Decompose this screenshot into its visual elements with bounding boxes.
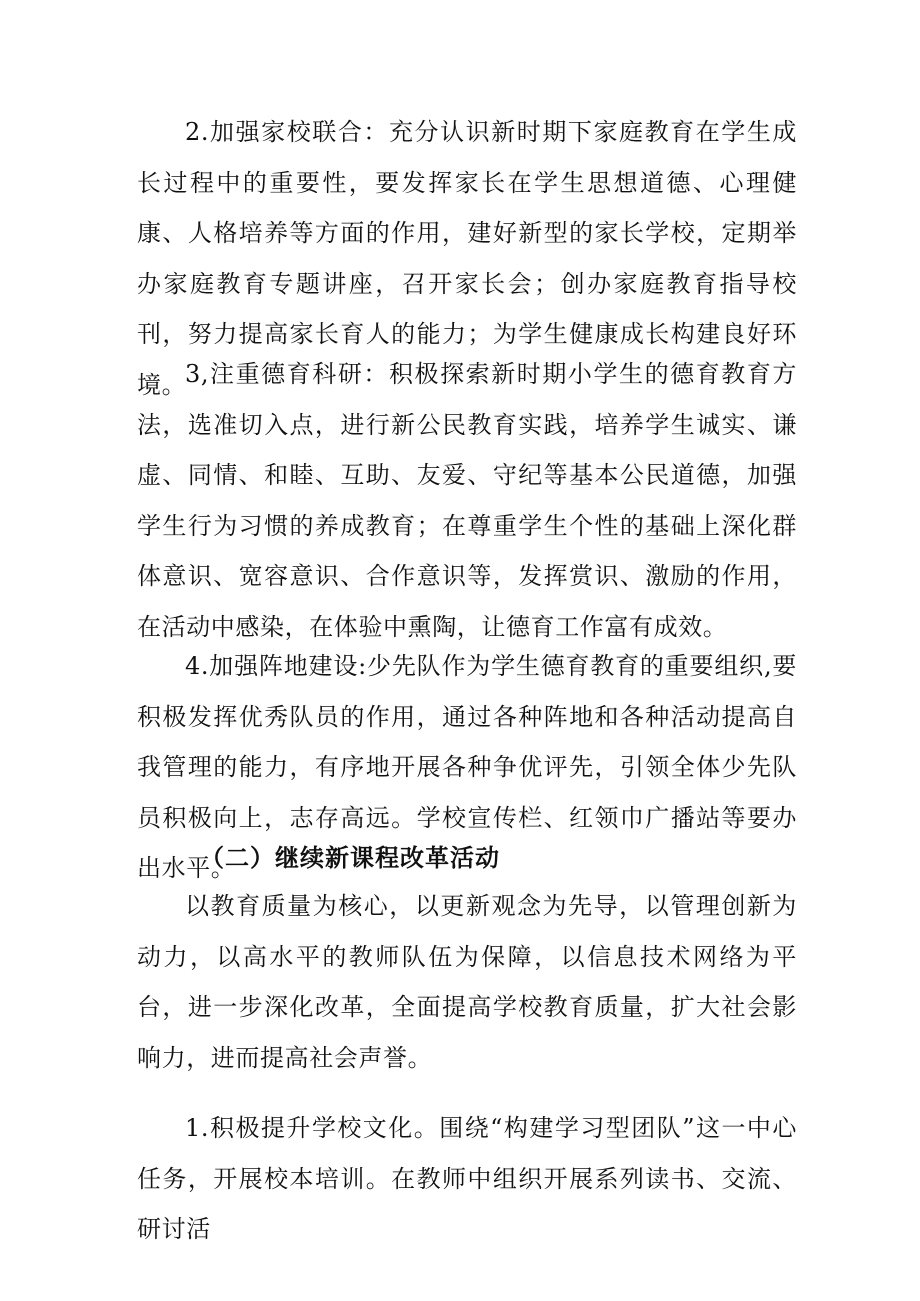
paragraph-moral-education-research: 3,注重德育科研：积极探索新时期小学生的德育教育方法，选准切入点，进行新公民教育实践，培养学生诚实、谦虚、同情、和睦、互助、友爱、守纪等基本公民道德，加强学生行为习惯的养成教育；在尊重学生个性的基础上深化群体意识、宽容意识、合作意识等，发挥赏识、激励的作用，在活动中感染，在体验中熏陶，让德育工作富有成效。 xyxy=(137,360,797,641)
paragraph-school-culture: 1.积极提升学校文化。围绕“构建学习型团队”这一中心任务，开展校本培训。在教师中组织开展系列读书、交流、研讨活 xyxy=(137,1114,797,1243)
paragraph-family-school-cooperation: 2.加强家校联合：充分认识新时期下家庭教育在学生成长过程中的重要性，要发挥家长在学生思想道德、心理健康、人格培养等方面的作用，建好新型的家长学校，定期举办家庭教育专题讲座，召开家长会；创办家庭教育指导校刊，努力提高家长育人的能力；为学生健康成长构建良好环境。 xyxy=(137,118,797,399)
paragraph-curriculum-reform-intro: 以教育质量为核心，以更新观念为先导，以管理创新为动力，以高水平的教师队伍为保障，以信息技术网络为平台，进一步深化改革，全面提高学校教育质量，扩大社会影响力，进而提高社会声誉。 xyxy=(137,892,797,1072)
paragraph-position-construction: 4.加强阵地建设:少先队作为学生德育教育的重要组织,要积极发挥优秀队员的作用，通过各种阵地和各种活动提高自我管理的能力，有序地开展各种争优评先，引领全体少先队员积极向上，志存高远。学校宣传栏、红领巾广播站等要办出水平。 xyxy=(137,652,797,882)
section-heading: （二）继续新课程改革活动 xyxy=(200,844,500,872)
